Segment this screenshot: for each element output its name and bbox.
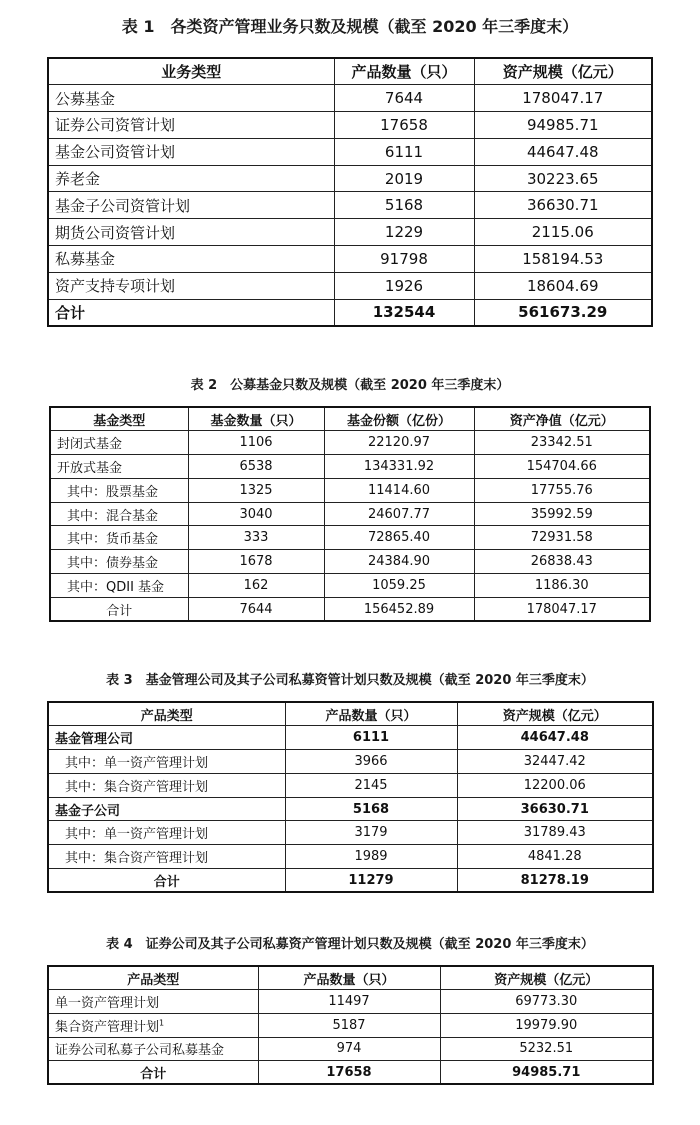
row-label: 其中：债券基金 bbox=[50, 550, 188, 574]
row-label: 公募基金 bbox=[48, 85, 334, 112]
table1 bbox=[47, 57, 653, 327]
table3-caption: 表 3 基金管理公司及其子公司私募资管计划只数及规模（截至 2020 年三季度末） bbox=[106, 673, 594, 688]
total-count: 17658 bbox=[258, 1061, 440, 1085]
cell-scale: 178047.17 bbox=[474, 85, 652, 112]
total-count: 11279 bbox=[285, 869, 457, 893]
row-label: 基金管理公司 bbox=[48, 726, 285, 750]
table-row bbox=[50, 502, 650, 526]
cell-count: 6538 bbox=[188, 455, 324, 479]
cell-scale: 18604.69 bbox=[474, 272, 652, 299]
cell-shares: 72865.40 bbox=[324, 526, 474, 550]
total-scale: 94985.71 bbox=[440, 1061, 653, 1085]
cell-scale: 4841.28 bbox=[457, 845, 653, 869]
row-label: 封闭式基金 bbox=[50, 431, 188, 455]
table2 bbox=[49, 406, 651, 622]
table-row bbox=[50, 431, 650, 455]
cell-shares: 1059.25 bbox=[324, 574, 474, 598]
column-header: 资产规模（亿元） bbox=[474, 58, 652, 85]
cell-count: 162 bbox=[188, 574, 324, 598]
cell-nav: 154704.66 bbox=[474, 455, 650, 479]
cell-count: 2019 bbox=[334, 165, 474, 192]
cell-count: 1678 bbox=[188, 550, 324, 574]
cell-scale: 31789.43 bbox=[457, 821, 653, 845]
cell-count: 333 bbox=[188, 526, 324, 550]
table-row bbox=[50, 574, 650, 598]
cell-count: 1325 bbox=[188, 478, 324, 502]
cell-count: 1229 bbox=[334, 219, 474, 246]
table-total-row bbox=[48, 1061, 653, 1085]
table-row bbox=[48, 990, 653, 1014]
total-scale: 561673.29 bbox=[474, 299, 652, 326]
column-header: 产品类型 bbox=[48, 702, 285, 726]
column-header: 资产规模（亿元） bbox=[457, 702, 653, 726]
table-row bbox=[48, 1037, 653, 1061]
cell-nav: 23342.51 bbox=[474, 431, 650, 455]
total-label: 合计 bbox=[48, 1061, 258, 1085]
cell-scale: 2115.06 bbox=[474, 219, 652, 246]
total-label: 合计 bbox=[50, 597, 188, 621]
cell-count: 11497 bbox=[258, 990, 440, 1014]
table1-caption: 表 1 各类资产管理业务只数及规模（截至 2020 年三季度末） bbox=[121, 17, 579, 36]
cell-scale: 19979.90 bbox=[440, 1013, 653, 1037]
total-nav: 178047.17 bbox=[474, 597, 650, 621]
cell-shares: 22120.97 bbox=[324, 431, 474, 455]
table-row bbox=[48, 726, 653, 750]
column-header: 产品数量（只） bbox=[258, 966, 440, 990]
cell-nav: 26838.43 bbox=[474, 550, 650, 574]
row-label: 资产支持专项计划 bbox=[48, 272, 334, 299]
cell-shares: 24384.90 bbox=[324, 550, 474, 574]
row-label: 基金公司资管计划 bbox=[48, 138, 334, 165]
table-row bbox=[48, 165, 652, 192]
cell-count: 3040 bbox=[188, 502, 324, 526]
cell-nav: 35992.59 bbox=[474, 502, 650, 526]
cell-count: 7644 bbox=[334, 85, 474, 112]
cell-count: 17658 bbox=[334, 112, 474, 139]
cell-nav: 72931.58 bbox=[474, 526, 650, 550]
column-header: 产品类型 bbox=[48, 966, 258, 990]
cell-scale: 12200.06 bbox=[457, 773, 653, 797]
cell-shares: 134331.92 bbox=[324, 455, 474, 479]
column-header: 资产规模（亿元） bbox=[440, 966, 653, 990]
table-row bbox=[48, 85, 652, 112]
row-label: 其中：混合基金 bbox=[50, 502, 188, 526]
column-header: 资产净值（亿元） bbox=[474, 407, 650, 431]
row-label: 养老金 bbox=[48, 165, 334, 192]
table-row bbox=[50, 526, 650, 550]
row-label: 证券公司私募子公司私募基金 bbox=[48, 1037, 258, 1061]
table-header-row bbox=[48, 966, 653, 990]
cell-scale: 36630.71 bbox=[457, 797, 653, 821]
table-total-row bbox=[48, 869, 653, 893]
cell-count: 1926 bbox=[334, 272, 474, 299]
cell-count: 5168 bbox=[334, 192, 474, 219]
table-row bbox=[48, 1013, 653, 1037]
table-row bbox=[48, 845, 653, 869]
cell-count: 2145 bbox=[285, 773, 457, 797]
row-label: 其中：QDII 基金 bbox=[50, 574, 188, 598]
row-label: 其中：集合资产管理计划 bbox=[48, 845, 285, 869]
cell-count: 5187 bbox=[258, 1013, 440, 1037]
table-row bbox=[48, 773, 653, 797]
table-row bbox=[48, 272, 652, 299]
total-label: 合计 bbox=[48, 299, 334, 326]
cell-scale: 44647.48 bbox=[457, 726, 653, 750]
footnote-marker: 1 bbox=[159, 1018, 165, 1028]
table4-caption: 表 4 证券公司及其子公司私募资产管理计划只数及规模（截至 2020 年三季度末） bbox=[106, 937, 594, 952]
table-row bbox=[48, 246, 652, 273]
column-header: 基金类型 bbox=[50, 407, 188, 431]
cell-shares: 11414.60 bbox=[324, 478, 474, 502]
row-label: 其中：单一资产管理计划 bbox=[48, 750, 285, 774]
table-row bbox=[48, 219, 652, 246]
table-row bbox=[48, 192, 652, 219]
cell-scale: 44647.48 bbox=[474, 138, 652, 165]
column-header: 业务类型 bbox=[48, 58, 334, 85]
row-label: 基金子公司 bbox=[48, 797, 285, 821]
row-label: 其中：集合资产管理计划 bbox=[48, 773, 285, 797]
cell-scale: 158194.53 bbox=[474, 246, 652, 273]
table-row bbox=[48, 821, 653, 845]
cell-shares: 24607.77 bbox=[324, 502, 474, 526]
table-header-row bbox=[50, 407, 650, 431]
table-row bbox=[48, 750, 653, 774]
row-label: 开放式基金 bbox=[50, 455, 188, 479]
column-header: 基金数量（只） bbox=[188, 407, 324, 431]
cell-scale: 30223.65 bbox=[474, 165, 652, 192]
column-header: 产品数量（只） bbox=[334, 58, 474, 85]
row-label-cell bbox=[48, 1013, 258, 1037]
row-label: 其中：单一资产管理计划 bbox=[48, 821, 285, 845]
table3 bbox=[47, 701, 654, 893]
row-label: 其中：货币基金 bbox=[50, 526, 188, 550]
total-shares: 156452.89 bbox=[324, 597, 474, 621]
cell-count: 1989 bbox=[285, 845, 457, 869]
cell-nav: 1186.30 bbox=[474, 574, 650, 598]
cell-nav: 17755.76 bbox=[474, 478, 650, 502]
table-header-row bbox=[48, 702, 653, 726]
cell-scale: 5232.51 bbox=[440, 1037, 653, 1061]
cell-scale: 69773.30 bbox=[440, 990, 653, 1014]
table-row bbox=[50, 550, 650, 574]
table4 bbox=[47, 965, 654, 1085]
table-row bbox=[48, 797, 653, 821]
total-label: 合计 bbox=[48, 869, 285, 893]
row-label: 私募基金 bbox=[48, 246, 334, 273]
table-row bbox=[48, 112, 652, 139]
cell-scale: 36630.71 bbox=[474, 192, 652, 219]
column-header: 基金份额（亿份） bbox=[324, 407, 474, 431]
table-row bbox=[50, 478, 650, 502]
table-header-row bbox=[48, 58, 652, 85]
cell-count: 3179 bbox=[285, 821, 457, 845]
table-row bbox=[48, 138, 652, 165]
cell-scale: 32447.42 bbox=[457, 750, 653, 774]
row-label: 基金子公司资管计划 bbox=[48, 192, 334, 219]
total-count: 132544 bbox=[334, 299, 474, 326]
cell-count: 974 bbox=[258, 1037, 440, 1061]
table-total-row bbox=[48, 299, 652, 326]
column-header: 产品数量（只） bbox=[285, 702, 457, 726]
cell-count: 1106 bbox=[188, 431, 324, 455]
table2-caption: 表 2 公募基金只数及规模（截至 2020 年三季度末） bbox=[190, 378, 510, 393]
cell-scale: 94985.71 bbox=[474, 112, 652, 139]
cell-count: 6111 bbox=[285, 726, 457, 750]
row-label: 期货公司资管计划 bbox=[48, 219, 334, 246]
cell-count: 5168 bbox=[285, 797, 457, 821]
row-label: 集合资产管理计划 bbox=[55, 1019, 160, 1035]
cell-count: 91798 bbox=[334, 246, 474, 273]
row-label: 单一资产管理计划 bbox=[48, 990, 258, 1014]
table-total-row bbox=[50, 597, 650, 621]
total-count: 7644 bbox=[188, 597, 324, 621]
row-label: 其中：股票基金 bbox=[50, 478, 188, 502]
cell-count: 3966 bbox=[285, 750, 457, 774]
row-label: 证券公司资管计划 bbox=[48, 112, 334, 139]
table-row bbox=[50, 455, 650, 479]
cell-count: 6111 bbox=[334, 138, 474, 165]
total-scale: 81278.19 bbox=[457, 869, 653, 893]
